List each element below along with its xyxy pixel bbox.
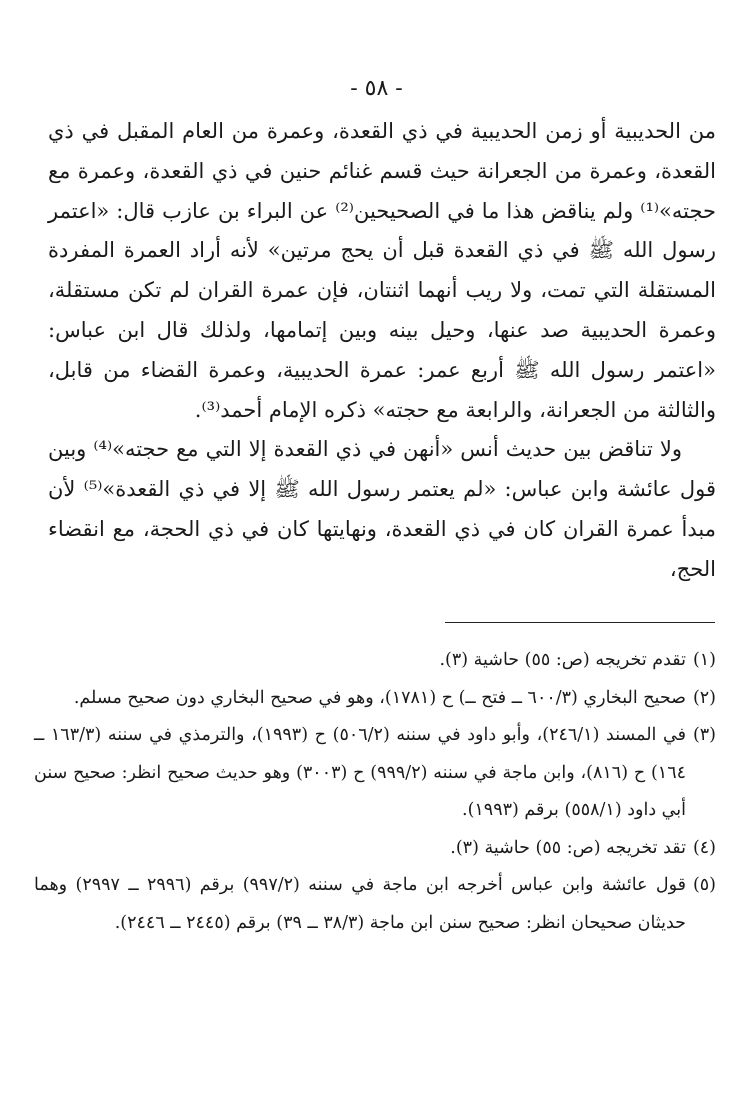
footnote-2 bbox=[34, 680, 716, 718]
footnote-mark: (٥) bbox=[692, 875, 716, 895]
footnote-1 bbox=[34, 642, 716, 680]
footnotes-list bbox=[34, 642, 716, 942]
main-text bbox=[48, 112, 716, 590]
footnote-3 bbox=[34, 717, 716, 830]
footnote-text: تقدم تخريجه (ص: ٥٥) حاشية (٣). bbox=[439, 650, 686, 670]
footnote-5 bbox=[34, 867, 716, 942]
footnote-text: تقد تخريجه (ص: ٥٥) حاشية (٣). bbox=[450, 837, 686, 858]
footnote-mark: (٢) bbox=[692, 687, 716, 708]
footnote-divider bbox=[445, 622, 715, 623]
footnote-text: صحيح البخاري (٦٠٠/٣ ــ فتح ــ) ح (١٧٨١)، وهو في صحيح البخاري دون صحيح مسلم. bbox=[73, 687, 686, 708]
paragraph-1: من الحديبية أو زمن الحديبية في ذي القعدة، وعمرة من العام المقبل في ذي القعدة، وعمرة من الجعرانة حيث قسم غنائم حنين في ذي القعدة، وعمرة مع حجته»⁽¹⁾ ولم يناقض هذا ما في الصحيحين⁽²⁾ عن البراء بن عازب قال: «اعتمر رسول الله ﷺ في ذي القعدة قبل أن يحج مرتين» لأنه أراد العمرة المفردة المستقلة التي تمت، ولا ريب أنهما اثنتان، فإن عمرة القران لم تكن مستقلة، وعمرة الحديبية صد عنها، وحيل بينه وبين إتمامها، ولذلك قال ابن عباس: «اعتمر رسول الله ﷺ أربع عمر: عمرة الحديبية، وعمرة القضاء من قابل، والثالثة من الجعرانة، والرابعة مع حجته» ذكره الإمام أحمد⁽³⁾. bbox=[48, 119, 716, 422]
page-number: - ٥٨ - bbox=[350, 76, 403, 101]
footnote-mark: (٣) bbox=[692, 725, 716, 745]
footnote-text: قول عائشة وابن عباس أخرجه ابن ماجة في سننه (٩٩٧/٢) برقم (٢٩٩٦ ــ ٢٩٩٧) وهما حديثان صحيحان انظر: صحيح سنن ابن ماجة (٣٨/٣ ــ ٣٩) برقم (٢٤٤٥ ــ ٢٤٤٦). bbox=[34, 875, 686, 933]
footnote-mark: (١) bbox=[692, 650, 716, 670]
paragraph-2: ولا تناقض بين حديث أنس «أنهن في ذي القعدة إلا التي مع حجته»⁽⁴⁾ وبين قول عائشة وابن عباس: «لم يعتمر رسول الله ﷺ إلا في ذي القعدة»⁽⁵⁾ لأن مبدأ عمرة القران كان في ذي القعدة، ونهايتها كان في ذي الحجة، مع انقضاء الحج، bbox=[48, 437, 717, 581]
footnote-text: في المسند (٢٤٦/١)، وأبو داود في سننه (٥٠٦/٢) ح (١٩٩٣)، والترمذي في سننه (١٦٣/٣ ــ ١٦٤) ح (٨١٦)، وابن ماجة في سننه (٩٩٩/٢) ح (٣٠٠٣) وهو حديث صحيح انظر: صحيح سنن أبي داود (٥٥٨/١) برقم (١٩٩٣). bbox=[34, 725, 687, 820]
footnote-4 bbox=[34, 830, 716, 868]
footnote-mark: (٤) bbox=[692, 837, 716, 858]
